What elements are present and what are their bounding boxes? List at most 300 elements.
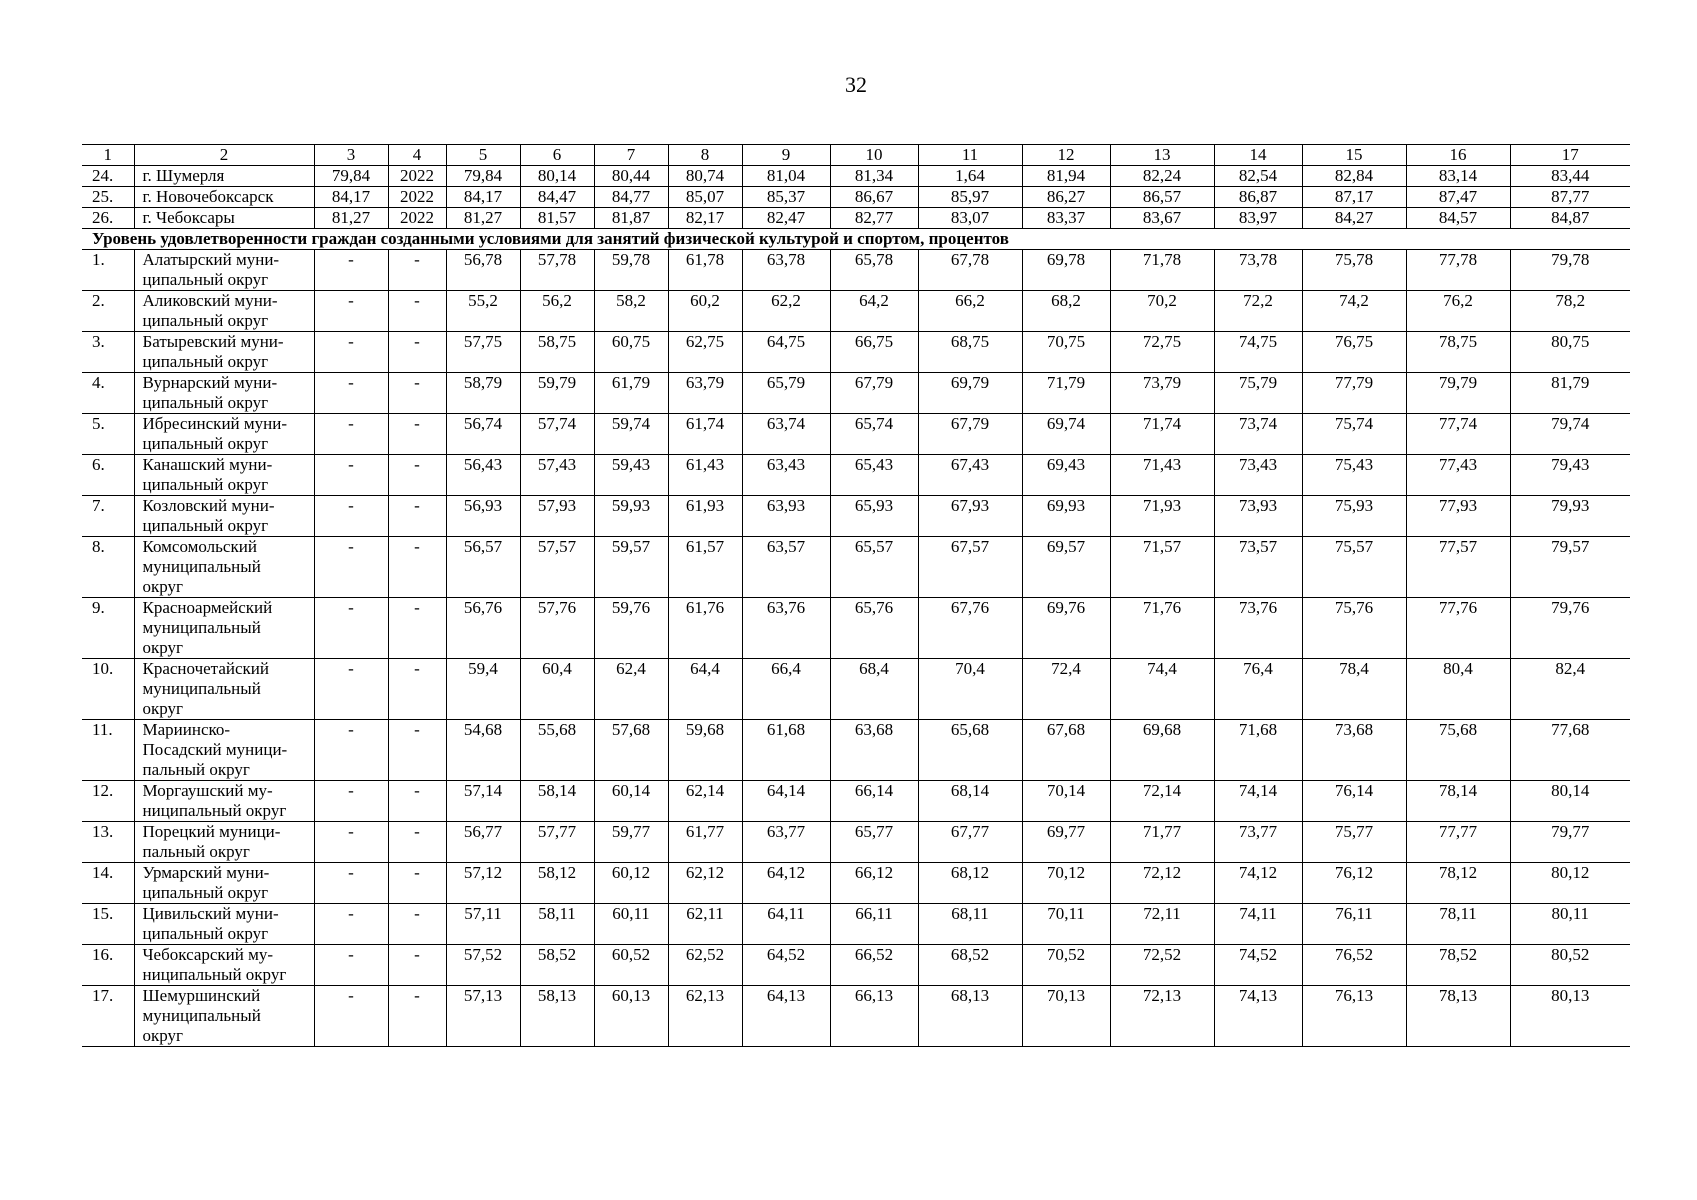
value-cell: 71,77 [1110, 822, 1214, 863]
value-cell: - [388, 496, 446, 537]
section-title: Уровень удовлетворенности граждан созданными условиями для занятий физической культурой и спортом, процентов [82, 229, 1630, 250]
value-cell: 57,52 [446, 945, 520, 986]
column-number-cell: 16 [1406, 145, 1510, 166]
indicator-table [82, 144, 1630, 1047]
municipality-name-line: Шемуршинский [142, 986, 261, 1005]
value-cell: 1,64 [918, 166, 1022, 187]
municipality-name-line: ципальный округ [142, 516, 269, 535]
value-cell: 80,13 [1510, 986, 1630, 1047]
table-row [82, 598, 1630, 659]
value-cell: 82,17 [668, 208, 742, 229]
value-cell: 72,4 [1022, 659, 1110, 720]
value-cell: 70,12 [1022, 863, 1110, 904]
municipality-name-line: ниципальный округ [142, 965, 287, 984]
value-cell: - [314, 455, 388, 496]
value-cell: 56,2 [520, 291, 594, 332]
value-cell: 62,2 [742, 291, 830, 332]
column-number-cell: 11 [918, 145, 1022, 166]
column-number-cell: 6 [520, 145, 594, 166]
value-cell: 83,44 [1510, 166, 1630, 187]
value-cell: 72,13 [1110, 986, 1214, 1047]
value-cell: - [314, 659, 388, 720]
value-cell: 83,97 [1214, 208, 1302, 229]
value-cell: 62,11 [668, 904, 742, 945]
value-cell: 63,43 [742, 455, 830, 496]
value-cell: 69,79 [918, 373, 1022, 414]
municipality-name-line: ципальный округ [142, 393, 269, 412]
value-cell: 85,07 [668, 187, 742, 208]
municipality-name: г. Чебоксары [134, 208, 314, 229]
value-cell: - [314, 291, 388, 332]
column-number-cell: 1 [82, 145, 134, 166]
value-cell: 80,4 [1406, 659, 1510, 720]
value-cell: - [314, 332, 388, 373]
value-cell: 63,93 [742, 496, 830, 537]
row-number: 10. [82, 659, 134, 720]
value-cell: 65,93 [830, 496, 918, 537]
row-number: 24. [82, 166, 134, 187]
value-cell: 68,12 [918, 863, 1022, 904]
table-row [82, 659, 1630, 720]
municipality-name-line: пальный округ [142, 760, 250, 779]
municipality-name [134, 496, 314, 537]
value-cell: 69,76 [1022, 598, 1110, 659]
value-cell: - [388, 986, 446, 1047]
table-row [82, 332, 1630, 373]
value-cell: 60,2 [668, 291, 742, 332]
value-cell: 87,77 [1510, 187, 1630, 208]
value-cell: 77,76 [1406, 598, 1510, 659]
value-cell: 81,94 [1022, 166, 1110, 187]
value-cell: 79,93 [1510, 496, 1630, 537]
value-cell: 66,2 [918, 291, 1022, 332]
value-cell: 59,57 [594, 537, 668, 598]
table-row [82, 291, 1630, 332]
value-cell: 84,87 [1510, 208, 1630, 229]
value-cell: 72,52 [1110, 945, 1214, 986]
value-cell: 79,77 [1510, 822, 1630, 863]
value-cell: - [314, 863, 388, 904]
value-cell: 65,68 [918, 720, 1022, 781]
value-cell: 69,43 [1022, 455, 1110, 496]
value-cell: - [314, 414, 388, 455]
value-cell: 57,75 [446, 332, 520, 373]
municipality-name-line: Мариинско- [142, 720, 231, 739]
value-cell: 80,44 [594, 166, 668, 187]
value-cell: 56,77 [446, 822, 520, 863]
value-cell: 56,57 [446, 537, 520, 598]
value-cell: 78,4 [1302, 659, 1406, 720]
value-cell: 84,47 [520, 187, 594, 208]
municipality-name [134, 945, 314, 986]
value-cell: 57,68 [594, 720, 668, 781]
value-cell: 86,27 [1022, 187, 1110, 208]
value-cell: 84,17 [314, 187, 388, 208]
value-cell: 55,2 [446, 291, 520, 332]
value-cell: 61,43 [668, 455, 742, 496]
value-cell: 62,4 [594, 659, 668, 720]
value-cell: 67,77 [918, 822, 1022, 863]
value-cell: - [388, 598, 446, 659]
municipality-name-line: Порецкий муници- [142, 822, 281, 841]
value-cell: 57,74 [520, 414, 594, 455]
row-number: 7. [82, 496, 134, 537]
value-cell: - [314, 781, 388, 822]
value-cell: 58,13 [520, 986, 594, 1047]
value-cell: 69,78 [1022, 250, 1110, 291]
municipality-name-line: Ибресинский муни- [142, 414, 287, 433]
row-number: 6. [82, 455, 134, 496]
value-cell: 59,79 [520, 373, 594, 414]
value-cell: 79,84 [446, 166, 520, 187]
value-cell: 76,75 [1302, 332, 1406, 373]
value-cell: 58,12 [520, 863, 594, 904]
value-cell: 73,76 [1214, 598, 1302, 659]
value-cell: 64,13 [742, 986, 830, 1047]
table-row [82, 187, 1630, 208]
value-cell: 67,93 [918, 496, 1022, 537]
value-cell: 59,76 [594, 598, 668, 659]
table-row [82, 414, 1630, 455]
value-cell: 73,77 [1214, 822, 1302, 863]
table-row [82, 720, 1630, 781]
value-cell: 76,14 [1302, 781, 1406, 822]
value-cell: 56,93 [446, 496, 520, 537]
value-cell: 70,13 [1022, 986, 1110, 1047]
value-cell: 82,77 [830, 208, 918, 229]
value-cell: 66,11 [830, 904, 918, 945]
value-cell: 54,68 [446, 720, 520, 781]
value-cell: 79,79 [1406, 373, 1510, 414]
value-cell: 74,2 [1302, 291, 1406, 332]
row-number: 15. [82, 904, 134, 945]
value-cell: 83,67 [1110, 208, 1214, 229]
municipality-name-line: Козловский муни- [142, 496, 275, 515]
value-cell: 76,11 [1302, 904, 1406, 945]
value-cell: 85,37 [742, 187, 830, 208]
value-cell: 82,47 [742, 208, 830, 229]
value-cell: 80,52 [1510, 945, 1630, 986]
table-row [82, 822, 1630, 863]
value-cell: 75,78 [1302, 250, 1406, 291]
value-cell: 64,75 [742, 332, 830, 373]
municipality-name [134, 373, 314, 414]
value-cell: 70,2 [1110, 291, 1214, 332]
value-cell: 83,37 [1022, 208, 1110, 229]
value-cell: - [388, 291, 446, 332]
value-cell: 71,43 [1110, 455, 1214, 496]
value-cell: 83,14 [1406, 166, 1510, 187]
municipality-name [134, 781, 314, 822]
row-number: 13. [82, 822, 134, 863]
municipality-name-line: муниципальный [142, 679, 261, 698]
column-number-cell: 5 [446, 145, 520, 166]
municipality-name [134, 659, 314, 720]
value-cell: 74,75 [1214, 332, 1302, 373]
value-cell: 66,14 [830, 781, 918, 822]
value-cell: - [314, 373, 388, 414]
row-number: 5. [82, 414, 134, 455]
value-cell: 63,74 [742, 414, 830, 455]
value-cell: 72,75 [1110, 332, 1214, 373]
value-cell: 60,12 [594, 863, 668, 904]
row-number: 8. [82, 537, 134, 598]
value-cell: 69,77 [1022, 822, 1110, 863]
value-cell: 78,13 [1406, 986, 1510, 1047]
value-cell: 59,93 [594, 496, 668, 537]
value-cell: 62,75 [668, 332, 742, 373]
value-cell: 67,79 [918, 414, 1022, 455]
value-cell: 63,68 [830, 720, 918, 781]
column-number-cell: 12 [1022, 145, 1110, 166]
value-cell: 73,68 [1302, 720, 1406, 781]
value-cell: - [388, 904, 446, 945]
value-cell: 71,74 [1110, 414, 1214, 455]
value-cell: 83,07 [918, 208, 1022, 229]
value-cell: - [314, 496, 388, 537]
municipality-name-line: Аликовский муни- [142, 291, 278, 310]
value-cell: 58,79 [446, 373, 520, 414]
municipality-name-line: округ [142, 638, 184, 657]
value-cell: 57,57 [520, 537, 594, 598]
municipality-name: г. Новочебоксарск [134, 187, 314, 208]
value-cell: 60,4 [520, 659, 594, 720]
value-cell: 81,57 [520, 208, 594, 229]
value-cell: - [388, 373, 446, 414]
value-cell: 68,11 [918, 904, 1022, 945]
value-cell: 71,76 [1110, 598, 1214, 659]
municipality-name-line: ниципальный округ [142, 801, 287, 820]
value-cell: 72,2 [1214, 291, 1302, 332]
value-cell: 60,52 [594, 945, 668, 986]
municipality-name-line: муниципальный [142, 1006, 261, 1025]
value-cell: 68,52 [918, 945, 1022, 986]
value-cell: 71,79 [1022, 373, 1110, 414]
value-cell: 79,76 [1510, 598, 1630, 659]
value-cell: 81,34 [830, 166, 918, 187]
value-cell: 57,12 [446, 863, 520, 904]
value-cell: 63,77 [742, 822, 830, 863]
value-cell: 79,74 [1510, 414, 1630, 455]
value-cell: 80,12 [1510, 863, 1630, 904]
value-cell: 70,14 [1022, 781, 1110, 822]
column-number-cell: 10 [830, 145, 918, 166]
value-cell: 74,14 [1214, 781, 1302, 822]
value-cell: 72,11 [1110, 904, 1214, 945]
table-row [82, 250, 1630, 291]
value-cell: 80,74 [668, 166, 742, 187]
value-cell: 81,04 [742, 166, 830, 187]
value-cell: 58,14 [520, 781, 594, 822]
value-cell: - [388, 781, 446, 822]
value-cell: 77,79 [1302, 373, 1406, 414]
municipality-name-line: Урмарский муни- [142, 863, 270, 882]
value-cell: 73,79 [1110, 373, 1214, 414]
value-cell: 77,78 [1406, 250, 1510, 291]
value-cell: 80,14 [520, 166, 594, 187]
value-cell: 58,75 [520, 332, 594, 373]
value-cell: 81,27 [314, 208, 388, 229]
value-cell: 2022 [388, 166, 446, 187]
value-cell: 68,4 [830, 659, 918, 720]
value-cell: 62,13 [668, 986, 742, 1047]
value-cell: 82,84 [1302, 166, 1406, 187]
municipality-name-line: Канашский муни- [142, 455, 273, 474]
value-cell: - [314, 598, 388, 659]
value-cell: 75,76 [1302, 598, 1406, 659]
value-cell: 70,11 [1022, 904, 1110, 945]
municipality-name-line: ципальный округ [142, 883, 269, 902]
value-cell: - [314, 945, 388, 986]
column-number-cell: 7 [594, 145, 668, 166]
value-cell: 65,74 [830, 414, 918, 455]
row-number: 16. [82, 945, 134, 986]
municipality-name [134, 537, 314, 598]
value-cell: 73,43 [1214, 455, 1302, 496]
value-cell: 75,79 [1214, 373, 1302, 414]
value-cell: 75,57 [1302, 537, 1406, 598]
value-cell: 57,11 [446, 904, 520, 945]
value-cell: 61,68 [742, 720, 830, 781]
value-cell: 62,14 [668, 781, 742, 822]
municipality-name-line: округ [142, 577, 184, 596]
value-cell: 65,57 [830, 537, 918, 598]
value-cell: 78,12 [1406, 863, 1510, 904]
value-cell: 55,68 [520, 720, 594, 781]
value-cell: 79,78 [1510, 250, 1630, 291]
value-cell: 66,12 [830, 863, 918, 904]
value-cell: 58,2 [594, 291, 668, 332]
value-cell: 64,4 [668, 659, 742, 720]
column-number-cell: 15 [1302, 145, 1406, 166]
value-cell: 74,4 [1110, 659, 1214, 720]
municipality-name-line: муниципальный [142, 618, 261, 637]
row-number: 12. [82, 781, 134, 822]
value-cell: 64,12 [742, 863, 830, 904]
section-row [82, 229, 1630, 250]
value-cell: 82,24 [1110, 166, 1214, 187]
value-cell: 80,75 [1510, 332, 1630, 373]
value-cell: 84,27 [1302, 208, 1406, 229]
row-number: 11. [82, 720, 134, 781]
value-cell: 57,76 [520, 598, 594, 659]
value-cell: 87,47 [1406, 187, 1510, 208]
value-cell: 59,78 [594, 250, 668, 291]
value-cell: 77,93 [1406, 496, 1510, 537]
value-cell: 67,43 [918, 455, 1022, 496]
value-cell: 82,4 [1510, 659, 1630, 720]
value-cell: 73,78 [1214, 250, 1302, 291]
row-number: 9. [82, 598, 134, 659]
value-cell: 69,74 [1022, 414, 1110, 455]
value-cell: 76,52 [1302, 945, 1406, 986]
municipality-name [134, 332, 314, 373]
value-cell: 2022 [388, 208, 446, 229]
value-cell: 76,4 [1214, 659, 1302, 720]
value-cell: - [388, 720, 446, 781]
value-cell: 60,14 [594, 781, 668, 822]
value-cell: 62,52 [668, 945, 742, 986]
value-cell: 56,76 [446, 598, 520, 659]
value-cell: 73,74 [1214, 414, 1302, 455]
value-cell: 79,84 [314, 166, 388, 187]
column-number-cell: 4 [388, 145, 446, 166]
municipality-name-line: Красночетайский [142, 659, 269, 678]
value-cell: 78,75 [1406, 332, 1510, 373]
table-row [82, 166, 1630, 187]
value-cell: 74,52 [1214, 945, 1302, 986]
row-number: 3. [82, 332, 134, 373]
row-number: 14. [82, 863, 134, 904]
value-cell: - [388, 822, 446, 863]
column-number-cell: 2 [134, 145, 314, 166]
value-cell: 67,76 [918, 598, 1022, 659]
value-cell: 78,52 [1406, 945, 1510, 986]
value-cell: - [314, 904, 388, 945]
value-cell: 58,52 [520, 945, 594, 986]
row-number: 17. [82, 986, 134, 1047]
municipality-name [134, 904, 314, 945]
value-cell: 57,78 [520, 250, 594, 291]
table-row [82, 904, 1630, 945]
municipality-name-line: Алатырский муни- [142, 250, 280, 269]
column-number-cell: 13 [1110, 145, 1214, 166]
municipality-name-line: Батыревский муни- [142, 332, 284, 351]
value-cell: 71,68 [1214, 720, 1302, 781]
row-number: 4. [82, 373, 134, 414]
value-cell: 56,74 [446, 414, 520, 455]
value-cell: 87,17 [1302, 187, 1406, 208]
table-row [82, 208, 1630, 229]
value-cell: 76,12 [1302, 863, 1406, 904]
value-cell: 74,12 [1214, 863, 1302, 904]
value-cell: 67,78 [918, 250, 1022, 291]
municipality-name-line: Посадский муници- [142, 740, 288, 759]
value-cell: 68,14 [918, 781, 1022, 822]
table-row [82, 537, 1630, 598]
table-row [82, 986, 1630, 1047]
value-cell: 71,57 [1110, 537, 1214, 598]
value-cell: 64,11 [742, 904, 830, 945]
value-cell: 84,17 [446, 187, 520, 208]
value-cell: 75,43 [1302, 455, 1406, 496]
value-cell: 68,75 [918, 332, 1022, 373]
municipality-name-line: ципальный округ [142, 270, 269, 289]
municipality-name [134, 455, 314, 496]
value-cell: 80,11 [1510, 904, 1630, 945]
table-row [82, 945, 1630, 986]
row-number: 26. [82, 208, 134, 229]
value-cell: 84,57 [1406, 208, 1510, 229]
value-cell: 64,2 [830, 291, 918, 332]
value-cell: 81,79 [1510, 373, 1630, 414]
value-cell: 61,57 [668, 537, 742, 598]
value-cell: 72,12 [1110, 863, 1214, 904]
row-number: 1. [82, 250, 134, 291]
value-cell: 59,74 [594, 414, 668, 455]
value-cell: 71,93 [1110, 496, 1214, 537]
value-cell: 66,75 [830, 332, 918, 373]
municipality-name [134, 291, 314, 332]
value-cell: 76,13 [1302, 986, 1406, 1047]
column-number-cell: 9 [742, 145, 830, 166]
value-cell: 63,76 [742, 598, 830, 659]
value-cell: - [388, 659, 446, 720]
value-cell: 65,43 [830, 455, 918, 496]
value-cell: 81,87 [594, 208, 668, 229]
value-cell: 78,2 [1510, 291, 1630, 332]
value-cell: - [388, 455, 446, 496]
